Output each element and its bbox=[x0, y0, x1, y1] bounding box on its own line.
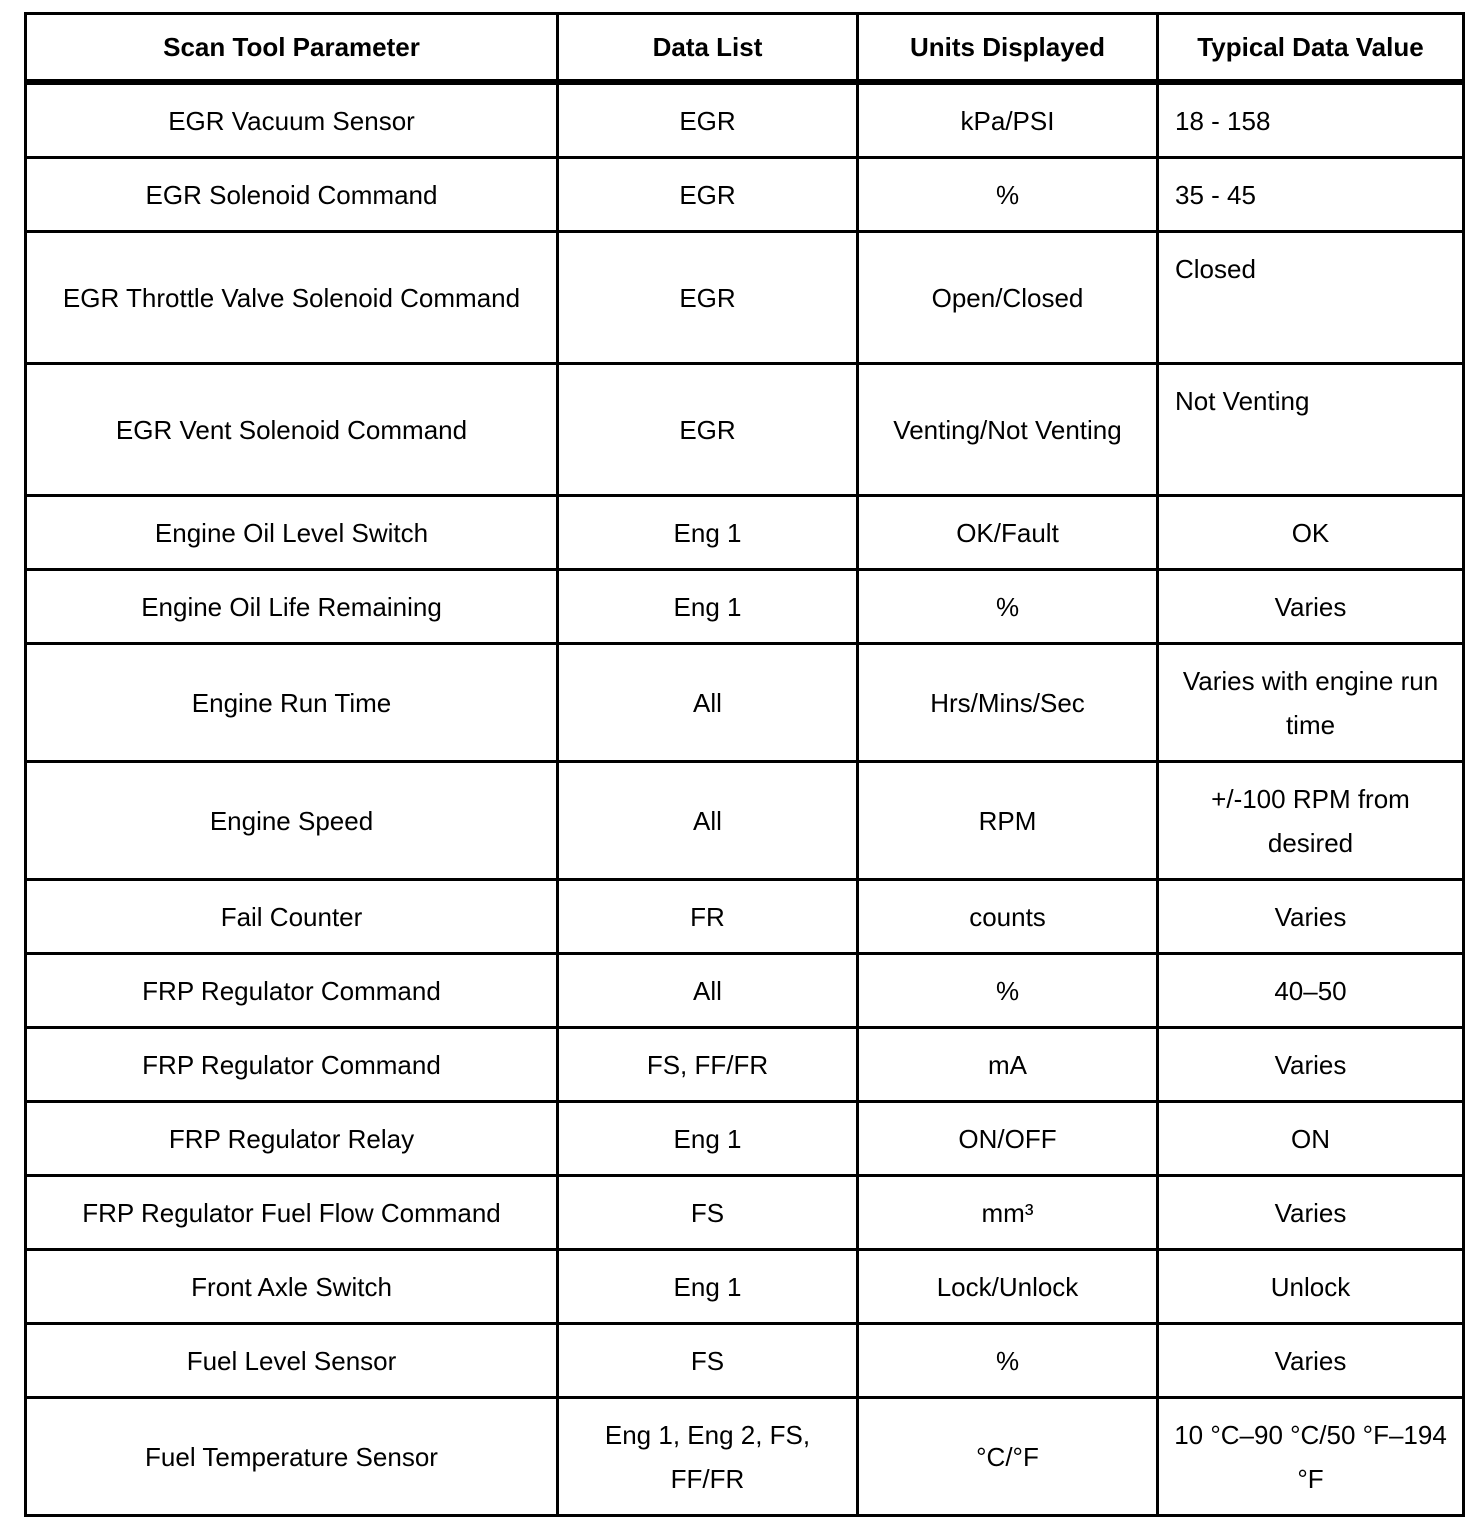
table-row bbox=[26, 82, 1464, 158]
typical-value-cell: 40–50 bbox=[1158, 954, 1464, 1028]
parameter-cell: EGR Vacuum Sensor bbox=[26, 82, 558, 158]
units-cell: kPa/PSI bbox=[858, 82, 1158, 158]
typical-value-cell: 35 - 45 bbox=[1158, 158, 1464, 232]
typical-value-cell: OK bbox=[1158, 496, 1464, 570]
table-row bbox=[26, 364, 1464, 496]
units-cell: ON/OFF bbox=[858, 1102, 1158, 1176]
table-row bbox=[26, 570, 1464, 644]
table-row bbox=[26, 954, 1464, 1028]
typical-value-cell: ON bbox=[1158, 1102, 1464, 1176]
parameter-cell: FRP Regulator Command bbox=[26, 954, 558, 1028]
units-cell: Hrs/Mins/Sec bbox=[858, 644, 1158, 762]
units-cell: mA bbox=[858, 1028, 1158, 1102]
data-list-cell: Eng 1, Eng 2, FS, FF/FR bbox=[558, 1398, 858, 1516]
data-list-cell: FS bbox=[558, 1324, 858, 1398]
data-list-cell: Eng 1 bbox=[558, 496, 858, 570]
typical-value-cell: Varies bbox=[1158, 570, 1464, 644]
data-list-cell: FS, FF/FR bbox=[558, 1028, 858, 1102]
data-list-cell: FR bbox=[558, 880, 858, 954]
typical-value-cell: Varies with engine run time bbox=[1158, 644, 1464, 762]
units-cell: OK/Fault bbox=[858, 496, 1158, 570]
typical-value-cell: +/-100 RPM from desired bbox=[1158, 762, 1464, 880]
units-cell: mm³ bbox=[858, 1176, 1158, 1250]
table-row bbox=[26, 496, 1464, 570]
header-data-list: Data List bbox=[558, 14, 858, 83]
parameter-cell: Engine Speed bbox=[26, 762, 558, 880]
parameter-cell: FRP Regulator Fuel Flow Command bbox=[26, 1176, 558, 1250]
typical-value-cell: Unlock bbox=[1158, 1250, 1464, 1324]
data-list-cell: Eng 1 bbox=[558, 1102, 858, 1176]
units-cell: Venting/Not Venting bbox=[858, 364, 1158, 496]
table-row bbox=[26, 1176, 1464, 1250]
table-row bbox=[26, 158, 1464, 232]
typical-value-cell: 10 °C–90 °C/50 °F–194 °F bbox=[1158, 1398, 1464, 1516]
units-cell: RPM bbox=[858, 762, 1158, 880]
units-cell: % bbox=[858, 954, 1158, 1028]
typical-value-cell: Varies bbox=[1158, 1324, 1464, 1398]
parameter-cell: Fuel Temperature Sensor bbox=[26, 1398, 558, 1516]
typical-value-cell: 18 - 158 bbox=[1158, 82, 1464, 158]
data-list-cell: EGR bbox=[558, 158, 858, 232]
data-list-cell: All bbox=[558, 762, 858, 880]
parameter-cell: FRP Regulator Relay bbox=[26, 1102, 558, 1176]
table-row bbox=[26, 1398, 1464, 1516]
parameter-cell: Fuel Level Sensor bbox=[26, 1324, 558, 1398]
parameter-cell: Engine Run Time bbox=[26, 644, 558, 762]
parameter-cell: FRP Regulator Command bbox=[26, 1028, 558, 1102]
table-header-row bbox=[26, 14, 1464, 83]
data-list-cell: EGR bbox=[558, 364, 858, 496]
parameter-cell: EGR Throttle Valve Solenoid Command bbox=[26, 232, 558, 364]
units-cell: Open/Closed bbox=[858, 232, 1158, 364]
parameter-cell: Engine Oil Level Switch bbox=[26, 496, 558, 570]
parameter-cell: Engine Oil Life Remaining bbox=[26, 570, 558, 644]
units-cell: % bbox=[858, 1324, 1158, 1398]
data-list-cell: EGR bbox=[558, 232, 858, 364]
header-typical-data-value: Typical Data Value bbox=[1158, 14, 1464, 83]
scan-tool-data-table bbox=[24, 12, 1465, 1517]
table-row bbox=[26, 232, 1464, 364]
parameter-cell: EGR Vent Solenoid Command bbox=[26, 364, 558, 496]
typical-value-cell: Varies bbox=[1158, 880, 1464, 954]
data-list-cell: Eng 1 bbox=[558, 570, 858, 644]
units-cell: counts bbox=[858, 880, 1158, 954]
data-list-cell: EGR bbox=[558, 82, 858, 158]
header-scan-tool-parameter: Scan Tool Parameter bbox=[26, 14, 558, 83]
parameter-cell: EGR Solenoid Command bbox=[26, 158, 558, 232]
table-row bbox=[26, 1250, 1464, 1324]
table-row bbox=[26, 1324, 1464, 1398]
units-cell: % bbox=[858, 570, 1158, 644]
table-row bbox=[26, 644, 1464, 762]
table-row bbox=[26, 1028, 1464, 1102]
data-list-cell: All bbox=[558, 644, 858, 762]
units-cell: % bbox=[858, 158, 1158, 232]
typical-value-cell: Not Venting bbox=[1158, 364, 1464, 496]
table-row bbox=[26, 880, 1464, 954]
table-row bbox=[26, 762, 1464, 880]
data-list-cell: Eng 1 bbox=[558, 1250, 858, 1324]
typical-value-cell: Varies bbox=[1158, 1176, 1464, 1250]
units-cell: Lock/Unlock bbox=[858, 1250, 1158, 1324]
table-row bbox=[26, 1102, 1464, 1176]
parameter-cell: Front Axle Switch bbox=[26, 1250, 558, 1324]
typical-value-cell: Varies bbox=[1158, 1028, 1464, 1102]
parameter-cell: Fail Counter bbox=[26, 880, 558, 954]
data-list-cell: All bbox=[558, 954, 858, 1028]
typical-value-cell: Closed bbox=[1158, 232, 1464, 364]
header-units-displayed: Units Displayed bbox=[858, 14, 1158, 83]
data-list-cell: FS bbox=[558, 1176, 858, 1250]
units-cell: °C/°F bbox=[858, 1398, 1158, 1516]
